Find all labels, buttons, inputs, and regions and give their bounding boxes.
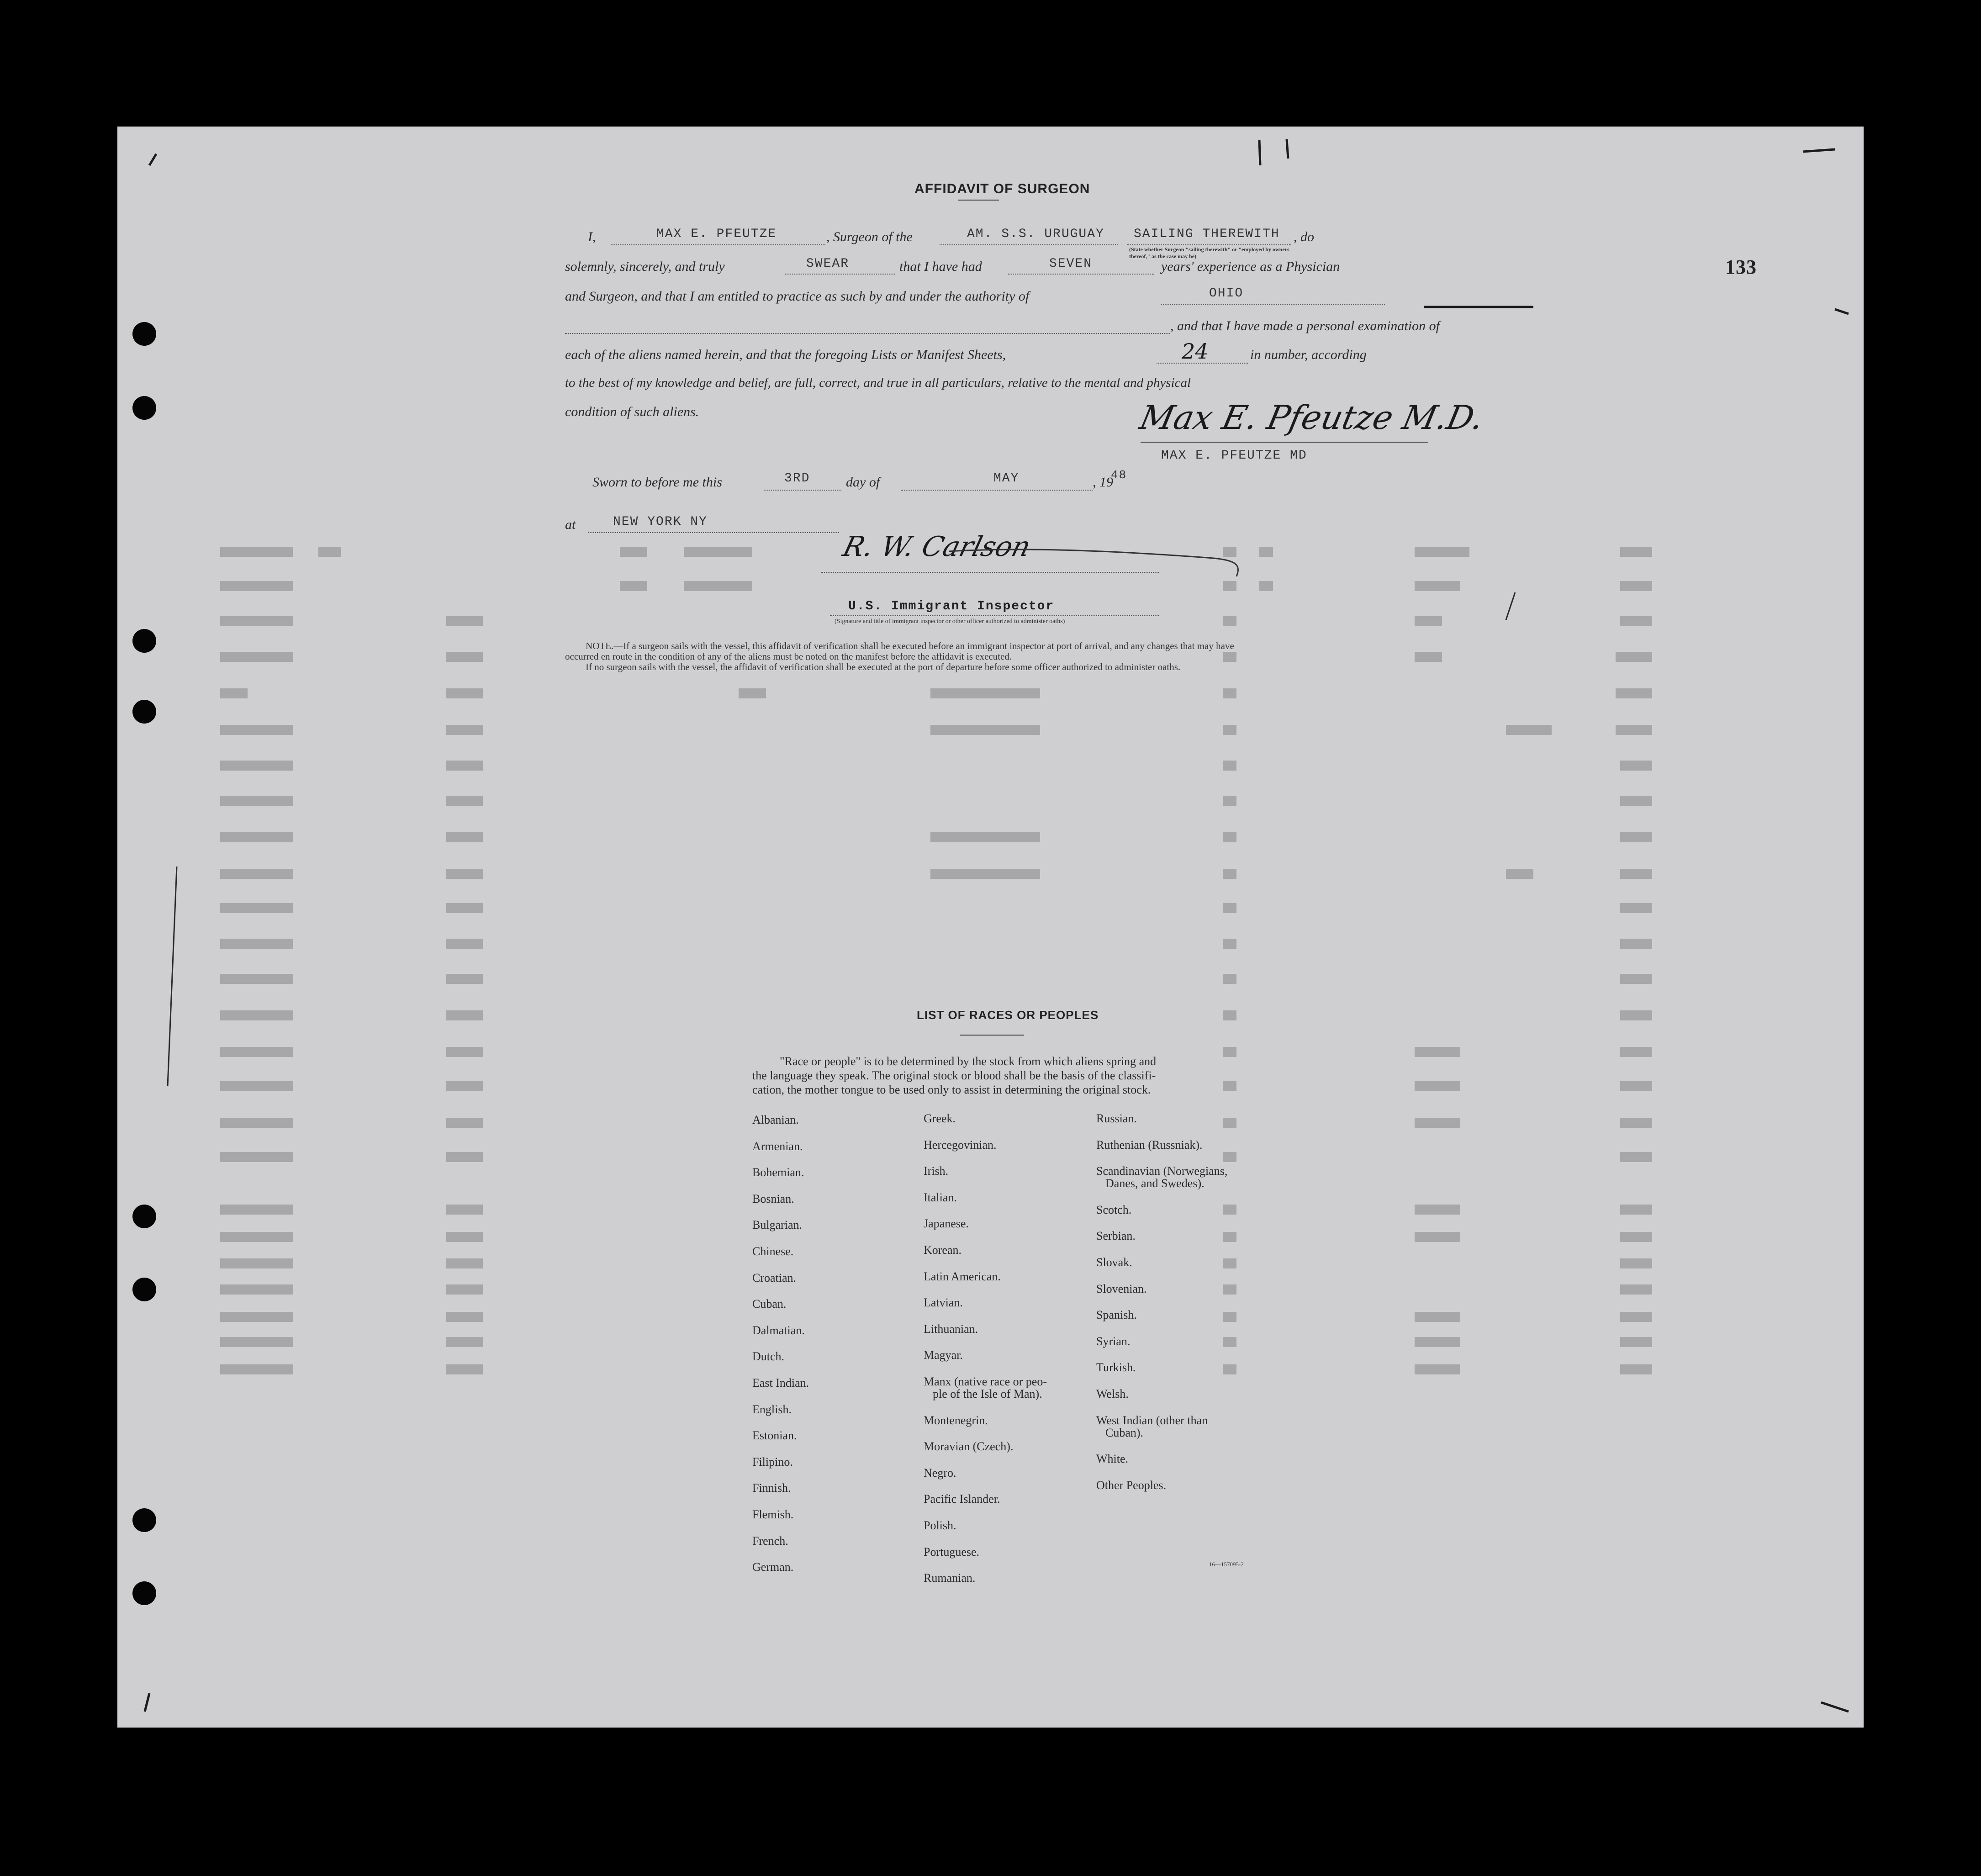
sworn-day-field[interactable]: 3RD <box>784 471 810 486</box>
bleed-through-marks <box>117 127 1864 1728</box>
race-item: Irish. <box>924 1164 949 1178</box>
race-item: Estonian. <box>752 1429 797 1443</box>
race-item: Moravian (Czech). <box>924 1440 1014 1453</box>
label-i: I, <box>588 229 596 244</box>
race-item: Latin American. <box>924 1269 1001 1283</box>
race-item: Pacific Islander. <box>924 1492 1000 1506</box>
label-year-prefix: , 19 <box>1093 475 1113 490</box>
race-item: Manx (native race or peo- <box>924 1375 1047 1388</box>
sworn-place-field[interactable]: NEW YORK NY <box>613 515 708 529</box>
race-item: Flemish. <box>752 1508 794 1521</box>
race-item: English. <box>752 1402 792 1416</box>
race-item: Welsh. <box>1096 1387 1129 1400</box>
inspector-title: U.S. Immigrant Inspector <box>848 599 1055 613</box>
label-and-surgeon: and Surgeon, and that I am entitled to practice as such by and under the authority of <box>565 289 1030 304</box>
race-item: Spanish. <box>1096 1308 1137 1322</box>
label-do: , do <box>1294 229 1314 244</box>
label-at: at <box>565 517 576 532</box>
race-item: Bosnian. <box>752 1192 794 1205</box>
label-surgeon-of: , Surgeon of the <box>826 229 913 244</box>
race-item: Finnish. <box>752 1481 791 1495</box>
race-item: Croatian. <box>752 1271 797 1284</box>
label-day-of: day of <box>846 475 880 490</box>
affidavit-note-line-3: If no surgeon sails with the vessel, the affidavit of verification shall be executed at the port of departure before some officer authorized to administer oaths. <box>586 661 1181 672</box>
race-item: ple of the Isle of Man). <box>933 1387 1042 1400</box>
surgeon-name-field[interactable]: MAX E. PFEUTZE <box>656 227 777 241</box>
race-item: Scotch. <box>1096 1203 1132 1216</box>
race-item: Greek. <box>924 1112 956 1125</box>
sailing-note: (State whether Surgeon "sailing therewith" or "employed by owners thereof," as the case may be) <box>1129 246 1289 259</box>
race-item: Ruthenian (Russniak). <box>1096 1138 1203 1152</box>
race-item: Italian. <box>924 1190 957 1204</box>
race-item: West Indian (other than <box>1096 1413 1208 1427</box>
race-item: Korean. <box>924 1243 962 1257</box>
label-sworn: Sworn to before me this <box>592 475 722 490</box>
label-each-of: each of the aliens named herein, and that the foregoing Lists or Manifest Sheets, <box>565 347 1006 362</box>
race-item: Negro. <box>924 1466 956 1480</box>
race-item: Dutch. <box>752 1350 785 1363</box>
race-item: Turkish. <box>1096 1361 1136 1374</box>
sworn-year-field[interactable]: 48 <box>1111 468 1127 482</box>
label-to-the-best: to the best of my knowledge and belief, are full, correct, and true in all particulars, relative to the mental and physical <box>565 375 1191 390</box>
surgeon-typed-name: MAX E. PFEUTZE MD <box>1161 449 1307 463</box>
races-title: LIST OF RACES OR PEOPLES <box>917 1008 1099 1022</box>
race-item: Portuguese. <box>924 1545 980 1559</box>
inspector-note: (Signature and title of immigrant inspector or other officer authorized to administer oaths) <box>835 618 1065 625</box>
race-item: Bohemian. <box>752 1166 804 1179</box>
races-intro-line-1: "Race or people" is to be determined by the stock from which aliens spring and <box>780 1055 1157 1068</box>
race-item: Danes, and Swedes). <box>1105 1177 1204 1190</box>
race-item: Lithuanian. <box>924 1322 978 1336</box>
races-intro-line-3: cation, the mother tongue to be used only to assist in determining the original stock. <box>752 1083 1151 1096</box>
years-field[interactable]: SEVEN <box>1049 257 1093 271</box>
document-page <box>117 127 1864 1728</box>
race-item: Japanese. <box>924 1217 969 1231</box>
race-item: Other Peoples. <box>1096 1478 1167 1492</box>
race-item: Armenian. <box>752 1139 803 1153</box>
race-item: Albanian. <box>752 1113 799 1126</box>
affidavit-title: AFFIDAVIT OF SURGEON <box>914 181 1090 196</box>
label-years-experience: years' experience as a Physician <box>1161 259 1340 274</box>
race-item: Rumanian. <box>924 1571 976 1585</box>
race-item: French. <box>752 1534 788 1548</box>
race-item: Serbian. <box>1096 1229 1136 1243</box>
race-item: Latvian. <box>924 1296 963 1310</box>
race-item: Filipino. <box>752 1455 793 1469</box>
race-item: Cuban. <box>752 1297 787 1311</box>
race-item: Russian. <box>1096 1112 1137 1125</box>
vessel-field[interactable]: AM. S.S. URUGUAY <box>967 227 1104 241</box>
sheets-count-field[interactable]: 24 <box>1182 339 1209 364</box>
inspector-signature: R. W. Carlson <box>840 531 1034 563</box>
race-item: Slovak. <box>1096 1256 1132 1269</box>
race-item: Bulgarian. <box>752 1218 803 1232</box>
affidavit-note-line-1: NOTE.—If a surgeon sails with the vessel, this affidavit of verification shall be executed before an immigrant inspector at port of arrival, and any changes that may have <box>586 640 1234 651</box>
label-that-i-have-had: that I have had <box>899 259 982 274</box>
label-and-that: , and that I have made a personal examination of <box>1170 318 1440 333</box>
race-item: Magyar. <box>924 1348 963 1362</box>
form-code: 16—157095-2 <box>1209 1561 1244 1568</box>
race-item: Chinese. <box>752 1245 794 1258</box>
race-item: Montenegrin. <box>924 1413 988 1427</box>
race-item: Polish. <box>924 1519 956 1532</box>
surgeon-signature: Max E. Pfeutze M.D. <box>1136 398 1487 437</box>
label-solemnly: solemnly, sincerely, and truly <box>565 259 725 274</box>
affidavit-note-line-2: occurred en route in the condition of any of the aliens must be noted on the manifest before the affidavit is executed. <box>565 651 1012 662</box>
page-number: 133 <box>1725 256 1757 278</box>
races-intro-line-2: the language they speak. The original stock or blood shall be the basis of the classifi- <box>752 1069 1156 1082</box>
race-item: East Indian. <box>752 1376 809 1390</box>
oath-field[interactable]: SWEAR <box>806 257 850 271</box>
race-item: Slovenian. <box>1096 1282 1147 1295</box>
sailing-status-field[interactable]: SAILING THEREWITH <box>1134 227 1280 241</box>
race-item: Hercegovinian. <box>924 1138 997 1152</box>
label-in-number: in number, according <box>1250 347 1367 362</box>
race-item: Syrian. <box>1096 1334 1130 1348</box>
sworn-month-field[interactable]: MAY <box>993 471 1020 486</box>
race-item: Dalmatian. <box>752 1323 805 1337</box>
race-item: German. <box>752 1560 794 1574</box>
race-item: White. <box>1096 1452 1129 1466</box>
race-item: Cuban). <box>1105 1426 1144 1439</box>
label-condition: condition of such aliens. <box>565 404 699 419</box>
authority-field[interactable]: OHIO <box>1209 286 1244 301</box>
race-item: Scandinavian (Norwegians, <box>1096 1164 1228 1178</box>
